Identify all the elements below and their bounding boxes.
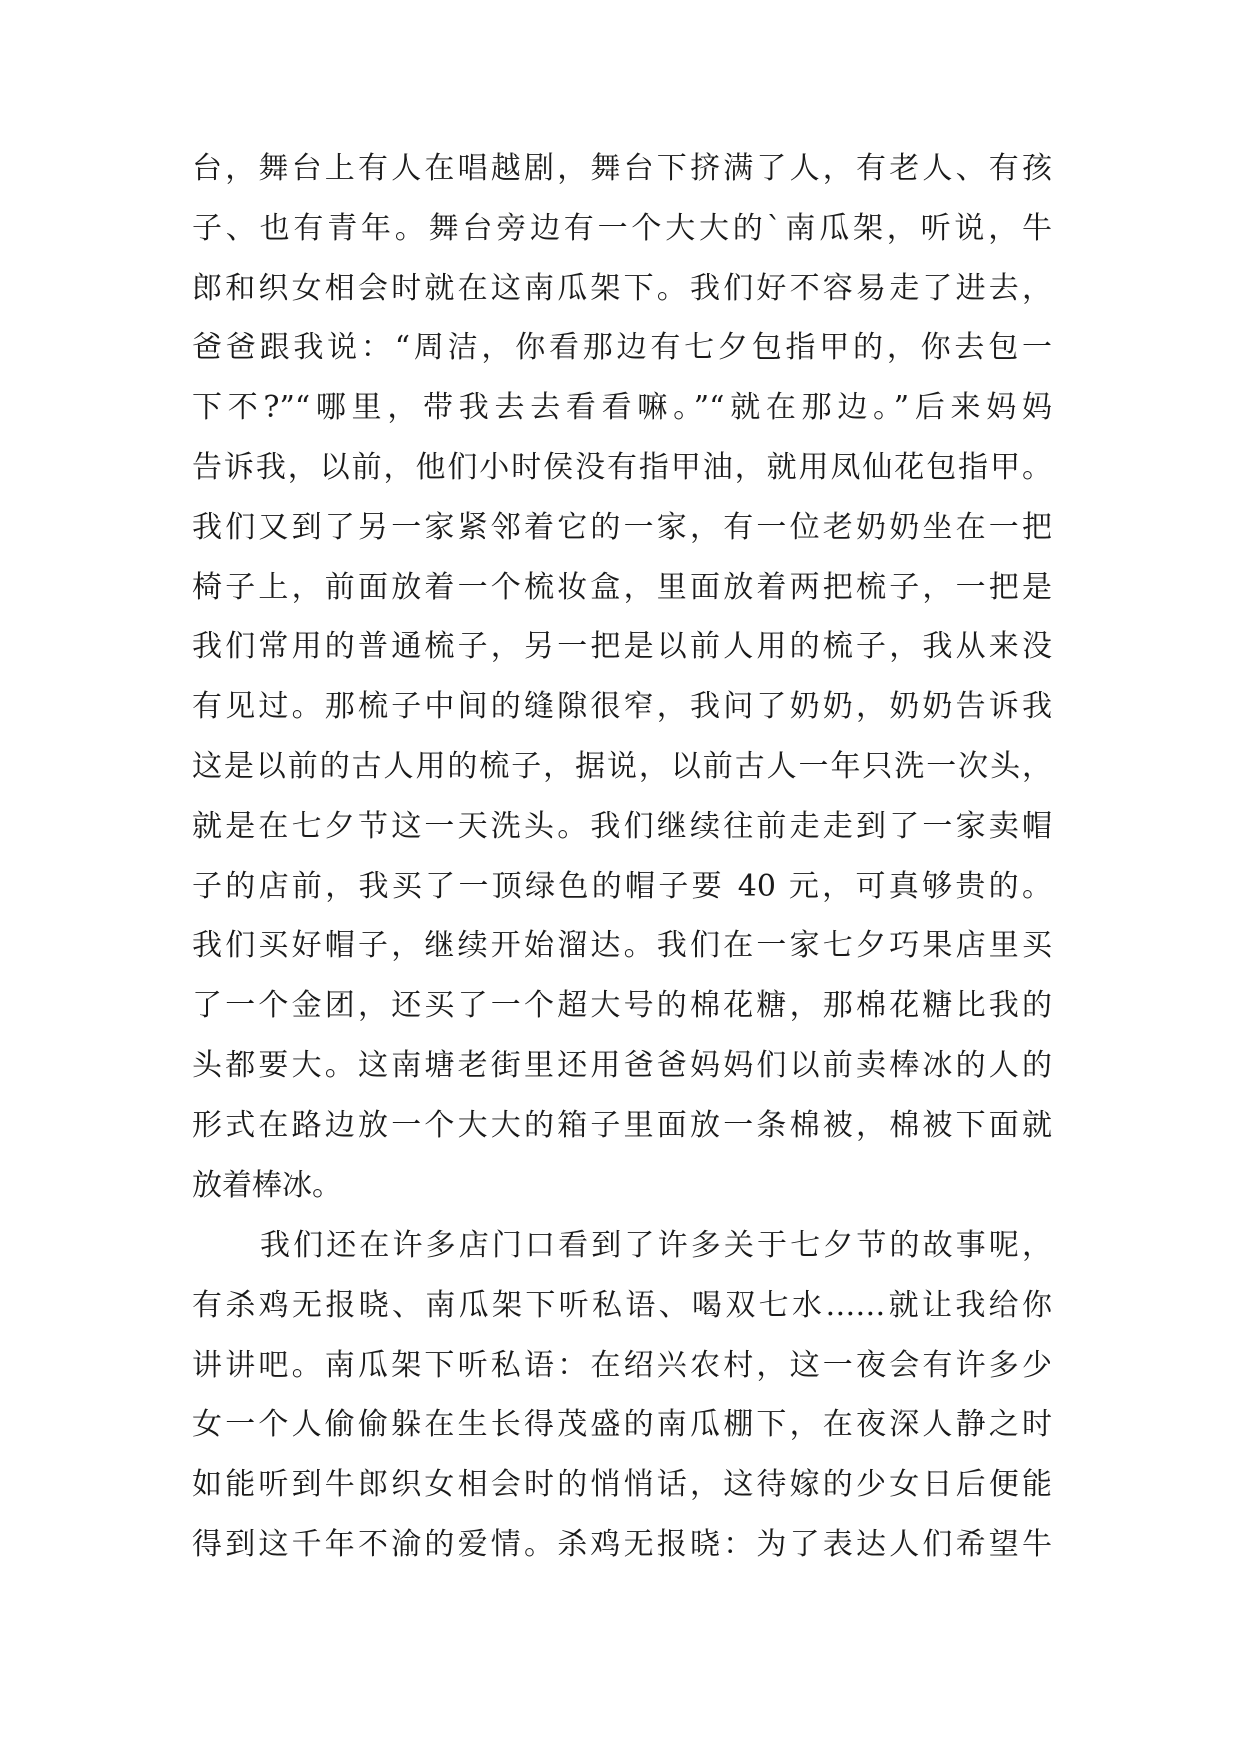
- text-line: 我们又到了另一家紧邻着它的一家，有一位老奶奶坐在一把: [192, 509, 1052, 545]
- text-line: 放着棒冰。: [192, 1167, 342, 1203]
- text-line: 就是在七夕节这一天洗头。我们继续往前走走到了一家卖帽: [192, 808, 1052, 844]
- text-line: 我们还在许多店门口看到了许多关于七夕节的故事呢，: [260, 1228, 1052, 1263]
- text-line: 台，舞台上有人在唱越剧，舞台下挤满了人，有老人、有孩: [192, 151, 1052, 186]
- text-line: 得到这千年不渝的爱情。杀鸡无报晓：为了表达人们希望牛: [192, 1526, 1052, 1562]
- text-line: 子的店前，我买了一顶绿色的帽子要 40 元，可真够贵的。: [192, 868, 1052, 904]
- text-line: 有杀鸡无报晓、南瓜架下听私语、喝双七水……就让我给你: [192, 1287, 1052, 1323]
- paragraph-1: [192, 139, 1052, 1215]
- text-line: 子、也有青年。舞台旁边有一个大大的`南瓜架，听说，牛: [192, 210, 1052, 246]
- text-line: 我们常用的普通梳子，另一把是以前人用的梳子，我从来没: [192, 629, 1052, 665]
- text-line: 我们买好帽子，继续开始溜达。我们在一家七夕巧果店里买: [192, 928, 1052, 964]
- text-line: 这是以前的古人用的梳子，据说，以前古人一年只洗一次头，: [192, 748, 1052, 784]
- text-line: 形式在路边放一个大大的箱子里面放一条棉被，棉被下面就: [192, 1107, 1052, 1143]
- paragraph-2: [192, 1216, 1052, 1575]
- text-line: 讲讲吧。南瓜架下听私语：在绍兴农村，这一夜会有许多少: [192, 1347, 1052, 1383]
- text-line: 椅子上，前面放着一个梳妆盒，里面放着两把梳子，一把是: [192, 569, 1052, 605]
- text-line: 如能听到牛郎织女相会时的悄悄话，这待嫁的少女日后便能: [192, 1467, 1052, 1503]
- text-line: 郎和织女相会时就在这南瓜架下。我们好不容易走了进去，: [192, 270, 1052, 306]
- text-line: 爸爸跟我说：“周洁，你看那边有七夕包指甲的，你去包一: [192, 330, 1052, 366]
- text-line: 告诉我，以前，他们小时侯没有指甲油，就用凤仙花包指甲。: [192, 449, 1052, 485]
- text-line: 下不?”“哪里，带我去去看看嘛。”“就在那边。”后来妈妈: [192, 390, 1052, 426]
- text-line: 女一个人偷偷躲在生长得茂盛的南瓜棚下，在夜深人静之时: [192, 1407, 1052, 1443]
- text-line: 了一个金团，还买了一个超大号的棉花糖，那棉花糖比我的: [192, 988, 1052, 1024]
- text-line: 有见过。那梳子中间的缝隙很窄，我问了奶奶，奶奶告诉我: [192, 689, 1052, 725]
- text-line: 头都要大。这南塘老街里还用爸爸妈妈们以前卖棒冰的人的: [192, 1047, 1052, 1083]
